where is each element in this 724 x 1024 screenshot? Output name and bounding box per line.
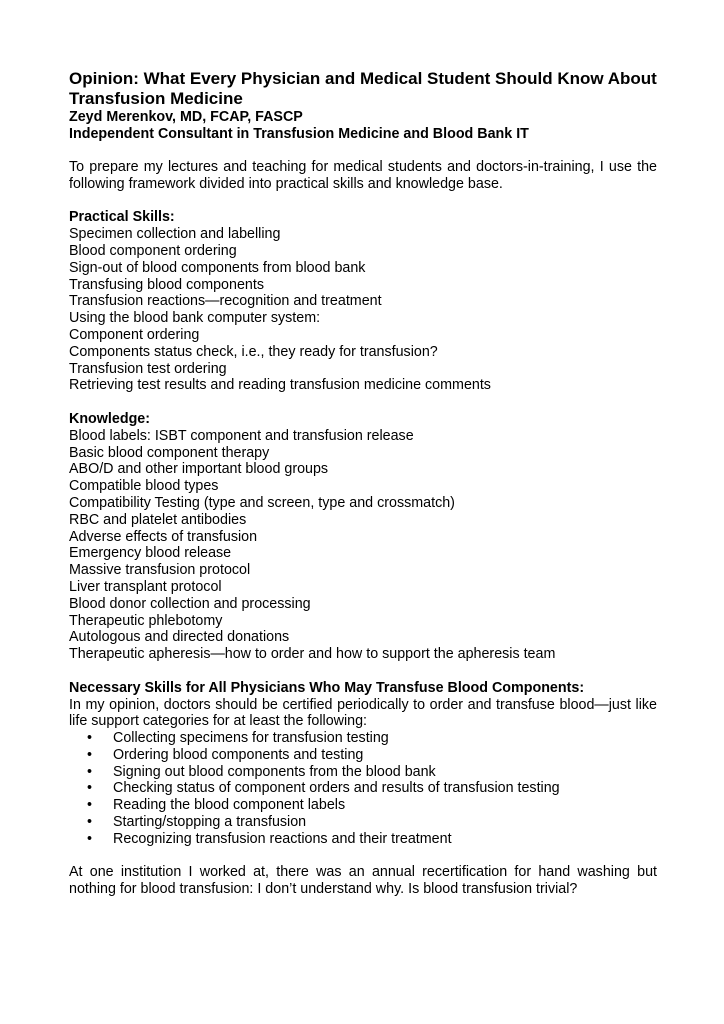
bullet-icon: •: [87, 797, 93, 814]
bullet-icon: •: [87, 814, 93, 831]
list-item: Transfusion reactions—recognition and treatment: [69, 293, 382, 310]
necessary-skills-list: [69, 730, 657, 848]
necessary-skills-paragraph: In my opinion, doctors should be certified periodically to order and transfuse blood—just like life support categories for at least the following:: [69, 696, 657, 730]
bullet-icon: •: [87, 780, 93, 797]
closing-paragraph: At one institution I worked at, there was an annual recertification for hand washing but nothing for blood transfusion: I don’t understand why. Is blood transfusion trivial?: [69, 864, 657, 898]
spacer: [69, 394, 657, 411]
bullet-item: [87, 730, 657, 747]
bullet-icon: •: [87, 730, 93, 747]
list-item: Blood component ordering: [69, 242, 237, 259]
knowledge-list: [69, 428, 657, 663]
list-item: Blood labels: ISBT component and transfusion release: [69, 427, 414, 444]
spacer: [69, 848, 657, 865]
list-item: Liver transplant protocol: [69, 578, 222, 595]
list-item: Components status check, i.e., they ready for transfusion?: [69, 343, 438, 360]
bullet-icon: •: [87, 763, 93, 780]
list-item: Retrieving test results and reading transfusion medicine comments: [69, 377, 491, 394]
list-item: Transfusion test ordering: [69, 360, 227, 377]
bullet-item: [87, 780, 657, 797]
list-item: Emergency blood release: [69, 545, 232, 562]
list-item: Massive transfusion protocol: [69, 562, 251, 579]
bullet-item: [87, 746, 657, 764]
spacer: [69, 663, 657, 680]
list-item: Blood donor collection and processing: [69, 595, 311, 612]
bullet-icon: •: [87, 830, 93, 847]
practical-skills-list: [69, 226, 657, 394]
list-item: Adverse effects of transfusion: [69, 528, 258, 545]
intro-paragraph: To prepare my lectures and teaching for medical students and doctors-in-training, I use the following framework divided into practical skills and knowledge base.: [69, 159, 657, 192]
list-item: RBC and platelet antibodies: [69, 511, 247, 528]
list-item: Autologous and directed donations: [69, 629, 290, 646]
bullet-text: Checking status of component orders and results of transfusion testing: [113, 780, 560, 797]
list-item: Component ordering: [69, 326, 200, 343]
bullet-item: [87, 763, 657, 781]
document-page: [69, 69, 657, 898]
bullet-item: [87, 797, 657, 814]
list-item: Basic blood component therapy: [69, 444, 270, 461]
list-item: Transfusing blood components: [69, 276, 264, 293]
bullet-item: [87, 830, 657, 848]
author-affiliation: Independent Consultant in Transfusion Medicine and Blood Bank IT: [69, 126, 529, 142]
document-title: Opinion: What Every Physician and Medical Student Should Know About Transfusion Medicine: [69, 69, 657, 108]
list-item: Therapeutic apheresis—how to order and how to support the apheresis team: [69, 646, 556, 663]
bullet-text: Collecting specimens for transfusion testing: [113, 730, 389, 747]
necessary-skills-heading: Necessary Skills for All Physicians Who May Transfuse Blood Components:: [69, 679, 585, 696]
bullet-text: Ordering blood components and testing: [113, 746, 364, 763]
bullet-text: Signing out blood components from the blood bank: [113, 763, 436, 780]
spacer: [69, 193, 657, 210]
practical-skills-heading: Practical Skills:: [69, 209, 175, 226]
list-item: ABO/D and other important blood groups: [69, 461, 329, 478]
bullet-text: Reading the blood component labels: [113, 797, 346, 814]
list-item: Therapeutic phlebotomy: [69, 612, 223, 629]
bullet-item: [87, 814, 657, 831]
list-item: Sign-out of blood components from blood bank: [69, 259, 366, 276]
list-item: Using the blood bank computer system:: [69, 310, 321, 327]
knowledge-heading: Knowledge:: [69, 410, 151, 427]
bullet-icon: •: [87, 746, 93, 763]
list-item: Specimen collection and labelling: [69, 226, 281, 243]
bullet-text: Starting/stopping a transfusion: [113, 814, 307, 831]
list-item: Compatible blood types: [69, 478, 219, 495]
spacer: [69, 143, 657, 159]
bullet-text: Recognizing transfusion reactions and their treatment: [113, 830, 452, 847]
author-name: Zeyd Merenkov, MD, FCAP, FASCP: [69, 109, 303, 125]
list-item: Compatibility Testing (type and screen, type and crossmatch): [69, 494, 455, 511]
